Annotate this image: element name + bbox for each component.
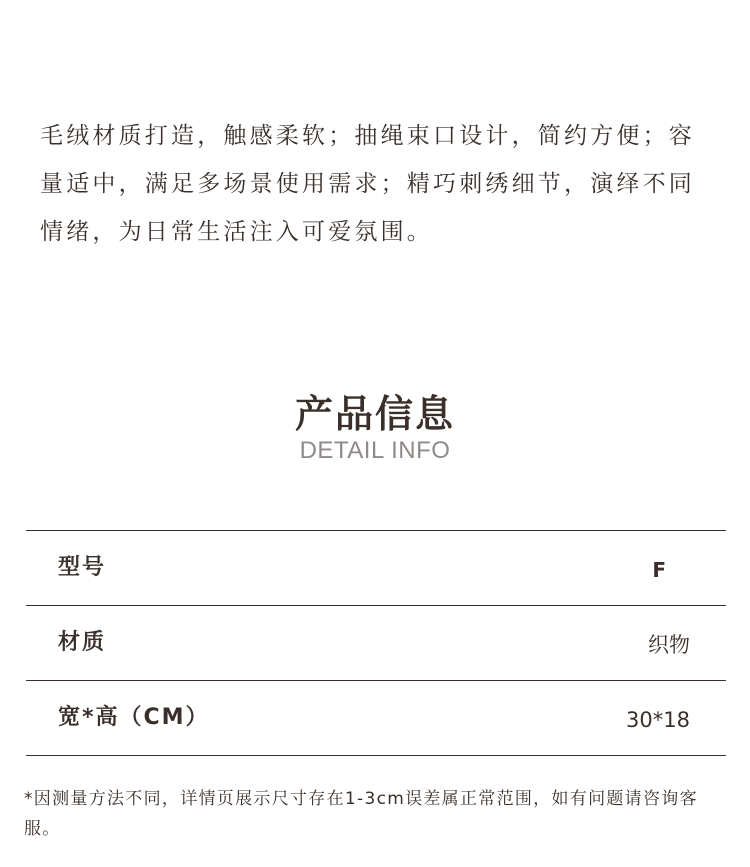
product-description: 毛绒材质打造，触感柔软；抽绳束口设计，简约方便；容量适中，满足多场景使用需求；精巧刺绣细节，演绎不同情绪，为日常生活注入可爱氛围。 (40, 123, 695, 245)
measurement-footnote: *因测量方法不同，详情页展示尺寸存在1-3cm误差属正常范围，如有问题请咨询客服。 (24, 789, 698, 839)
section-title: 产品信息 (294, 392, 455, 436)
spec-value: 30*18 (626, 708, 690, 732)
section-subtitle: DETAIL INFO (299, 437, 451, 464)
spec-label: 材质 (58, 630, 107, 655)
spec-label: 宽*高（CM） (58, 705, 210, 730)
spec-value: F (652, 558, 666, 582)
spec-label: 型号 (58, 555, 107, 580)
spec-row-material (26, 606, 726, 681)
spec-row-model (26, 531, 726, 606)
spec-row-size (26, 681, 726, 756)
spec-value: 织物 (648, 633, 690, 657)
spec-table (26, 530, 726, 756)
